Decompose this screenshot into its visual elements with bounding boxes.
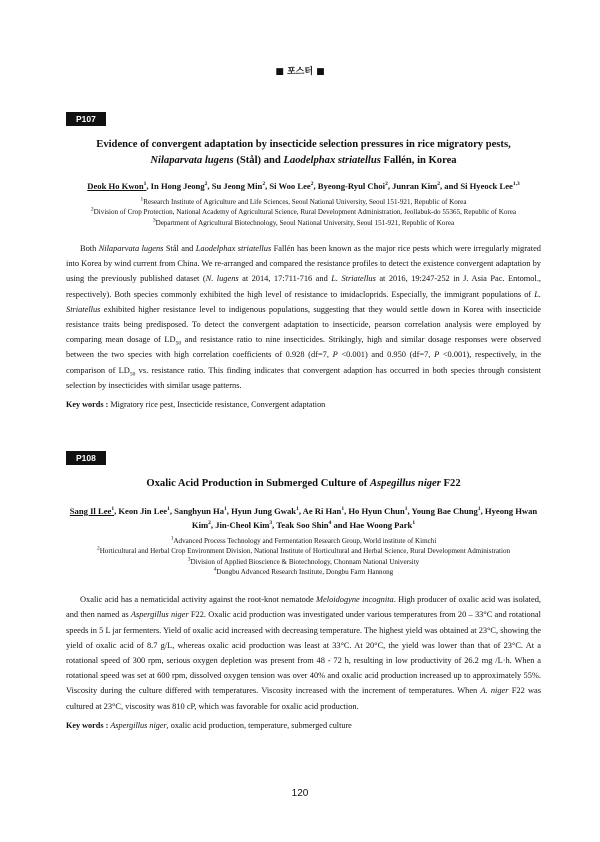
author-sup: 1,3 [512,181,520,188]
author-name: Keon Jin Lee [118,506,168,516]
keywords [66,721,541,730]
author-list: Deok Ho Kwon$^1$, In Hong Jeong$^2$, Su Jeong Min$^2$, Si Woo Lee$^2$, Byeong-Ryul Choi$^2$, Junran Kim$^2$, and Si Hyeock Lee$^{1,3}$ [87,181,520,191]
keywords-text: Migratory rice pest, Insecticide resistance, Convergent adaptation [110,399,326,409]
poster-tag: P107 [66,112,106,126]
keywords-label: Key words : [66,720,109,730]
keywords-species: Aspergillus niger [110,720,167,730]
author-sup: 2 [262,181,266,188]
affiliation: Research Institute of Agriculture and Life Sciences, Seoul National University, Seoul 151-921, Republic of Korea [143,198,467,206]
author-name: Junran Kim [392,181,438,191]
author-sup: 1 [224,506,227,513]
poster-tag: P108 [66,451,106,465]
author-name: Ho Hyun Chun [348,506,405,516]
author-sup: 4 [328,520,332,527]
author-sup: 1 [167,506,170,513]
aff-sup: 3 [187,556,191,563]
aff-sup: 1 [140,196,144,203]
author-list: Sang Il Lee$^1$, Keon Jin Lee$^1$, Sanghyun Ha$^1$, Hyun Jung Gwak$^1$, Ae Ri Han$^1$, Ho Hyun Chun$^1$, Young Bae Chung$^1$, Hyeong Hwan Kim$^2$, Jin-Cheol Kim$^3$, Teak Soo Shin$^4$ and Hae Woong Park$^1$ [69,506,538,530]
affiliation: Division of Crop Protection, National Academy of Agricultural Science, Rural Development Administration, Jeollabuk-do 55365, Republic of Korea [93,208,517,217]
author-name: Young Bae Chung [411,506,478,516]
author-name: Si Woo Lee [269,181,311,191]
keywords-label: Key words : [66,399,109,409]
title-text: Fallén, in Korea [383,155,457,166]
aff-sup: 1 [170,535,174,542]
affiliation: Division of Applied Bioscience & Biotechnology, Chonnam National University [190,557,420,566]
affiliation: Dongbu Advanced Research Institute, Dongbu Farm Hannong [216,567,394,576]
affiliation: Department of Agricultural Biotechnology, Seoul National University, Seoul 151-921, Republic of Korea [155,218,455,227]
affiliation: Horticultural and Herbal Crop Environment Division, National Institute of Horticultural and Herbal Science, Rural Development Administration [99,547,511,556]
affiliation: Advanced Process Technology and Fermentation Research Group, World institute of Kimchi [173,537,437,545]
author-name: Ae Ri Han [302,506,342,516]
aff-sup: 4 [213,566,217,573]
aff-sup: 2 [90,206,94,213]
title-text: and [263,155,281,166]
author-sup: 1 [404,506,408,513]
author-name: Si Hyeock Lee [460,181,513,191]
author-name: Sanghyun Ha [174,506,225,516]
author-sup: 2 [204,181,208,188]
title-line: Evidence of convergent adaptation by insecticide selection pressures in rice migratory pests, [96,139,511,150]
author-sup: 1 [412,520,416,527]
author-name: Deok Ho Kwon [87,181,144,191]
keywords [66,400,541,409]
author-name: Su Jeong Min [211,181,263,191]
abstract-p108 [66,448,541,730]
running-header: ■ 포스터 ■ [275,67,325,77]
author-name: Byeong-Ryul Choi [317,181,386,191]
author-name: Hyeong Hwan Kim [191,506,538,530]
abstract-title [66,476,541,492]
affiliations [66,536,541,577]
author-sup: 1 [341,506,345,513]
author-name: In Hong Jeong [150,181,205,191]
abstract-p107 [66,109,541,409]
author-sup: 1 [111,506,115,513]
author-sup: 2 [208,520,211,527]
title-species: Laodelphax striatellus [283,155,381,166]
author-sup: 1 [477,506,481,513]
title-text: Oxalic Acid Production in Submerged Culture of [146,478,368,489]
author-name: Hyun Jung Gwak [231,506,297,516]
author-name: Sang Il Lee [69,506,112,516]
abstract-body: Both Nilaparvata lugens Stål and Laodelphax striatellus Fallén has been known as the major rice pests which were irregularly migrated into Korea by wind current from China. We re-arranged and compared the resistance profiles to detect the existence convergent adaptation by using the previously published dataset (N. lugens at 2014, 17:711-716 and L. Striatellus at 2016, 19:247-252 in J. Asia Pac. Entomol., respectively). Both species commonly exhibited the high level of resistance to imidacloprids. Especially, the immigrant populations of L. Striatellus exhibited higher resistance level to indigenous populations, suggesting that they would settle down in Korea with insecticide resistance traits being predisposed. To detect the convergent adaptation to insecticide, pearson correlation analysis were employed by comparing mean dosage of $LD_{50}$ and resistance ratio to nine insecticides. Strikingly, high and similar dosage responses were observed between the two species with high correlation coefficients of 0.928 (df=7, P <0.001) and 0.950 (df=7, P <0.001), respectively, in the comparison of $LD_{50}$ vs. resistance ratio. This finding indicates that convergent adaption has occurred in both species through consistent selection by insecticides with similar usage patterns. [66,243,542,390]
page-number: 120 [291,788,309,799]
author-sup: 3 [269,520,273,527]
author-name: Jin-Cheol Kim [215,520,270,530]
affiliations [66,197,541,228]
title-species: Nilaparvata lugens [150,155,234,166]
aff-sup: 2 [96,545,100,552]
author-sup: 2 [437,181,440,188]
title-species: Aspegillus niger [369,478,441,489]
aff-sup: 3 [152,217,156,224]
author-sup: 1 [296,506,299,513]
title-text: F22 [443,478,461,489]
author-name: Teak Soo Shin [276,520,329,530]
title-text: (Stål) [236,155,262,166]
author-name: Hae Woong Park [349,520,413,530]
author-sup: 2 [310,181,314,188]
keywords-text: , oxalic acid production, temperature, submerged culture [166,720,352,730]
abstract-title [66,137,541,169]
author-sup: 2 [385,181,388,188]
abstract-body: Oxalic acid has a nematicidal activity against the root-knot nematode Meloidogyne incognita. High producer of oxalic acid was isolated, and then named as Aspergillus niger F22. Oxalic acid production was investigated under various temperatures from 20 – 33°C and rotational speeds in 5 L jar fermenters. Yield of oxalic acid increased with decreasing temperature. The highest yield was obtained at 23°C, showing the yield of oxalic acid of 8.7 g/L, whereas oxalic acid production was least at 33°C. At 20°C, the yield was lower than that of 23°C. At a rotational speed of 300 rpm, serious oxygen depletion was present from 48 - 72 h, resulting in low productivity of 26.2 mg /L·h. When a rotational speed was set at 600 rpm, dissolved oxygen tension was over 40% and oxalic acid production increased up to approximately 55%. Viscosity during the culture differed with temperatures. Viscosity increased with the increment of temperatures. When A. niger F22 was cultured at 23°C, viscosity was 810 cP, which was favorable for oxalic acid production. [66,595,542,711]
author-sup: 1 [143,181,147,188]
